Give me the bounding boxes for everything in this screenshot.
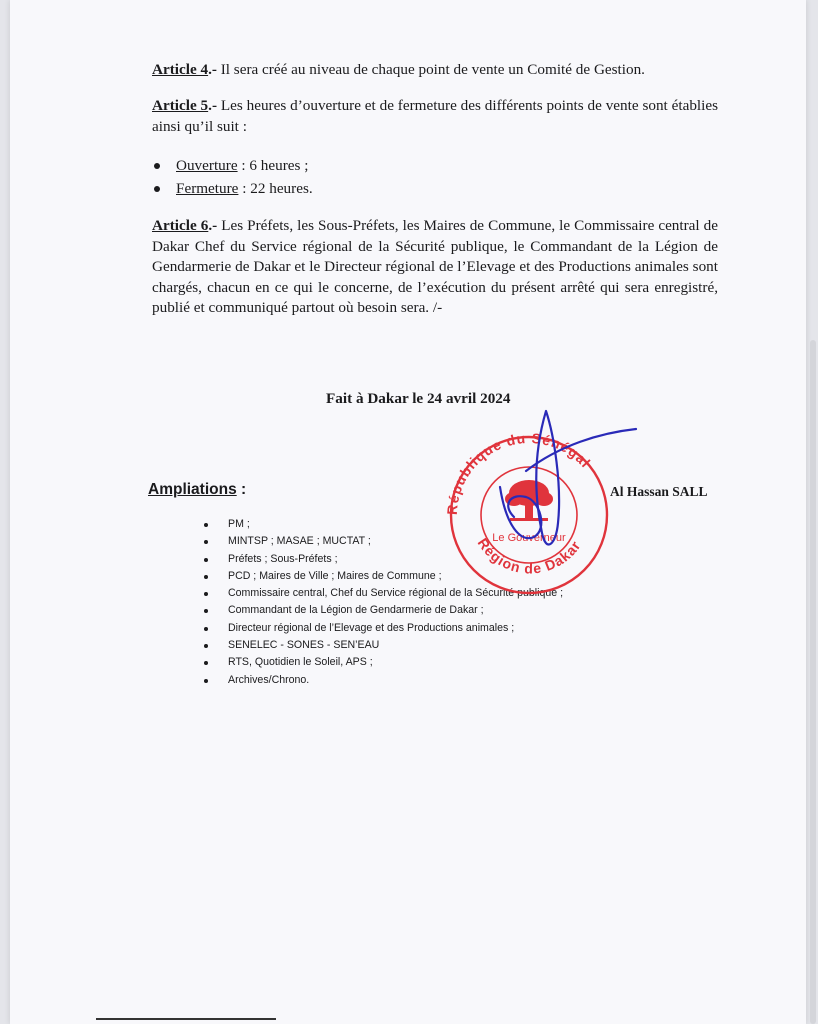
hours-list	[152, 154, 313, 200]
ampliations-title	[148, 481, 246, 499]
article-6-heading-tail: .-	[208, 217, 218, 234]
list-item: RTS, Quotidien le Soleil, APS ;	[200, 654, 563, 671]
signer-name: Al Hassan SALL	[610, 484, 708, 499]
list-item	[152, 154, 313, 177]
list-item: MINTSP ; MASAE ; MUCTAT ;	[200, 533, 563, 550]
article-4	[152, 60, 718, 81]
stamp-outer-textpath: République du Sénégal	[443, 429, 595, 516]
place-date: Fait à Dakar le 24 avril 2024	[326, 390, 511, 407]
official-stamp-icon	[430, 405, 650, 605]
article-4-heading-tail: .-	[208, 61, 217, 78]
list-item	[152, 177, 313, 200]
article-4-heading: Article 4	[152, 61, 209, 78]
article-6	[152, 216, 718, 319]
opening-value: : 6 heures ;	[237, 157, 309, 174]
opening-label: Ouverture	[176, 157, 238, 174]
ampliations-title-text: Ampliations	[148, 481, 237, 498]
article-6-text: Les Préfets, les Sous-Préfets, les Maires de Commune, le Commissaire central de Dakar Chef du Service régional de la Sécurité publique, le Commandant de la Légion de Gendarmerie de Dakar et le Directeur régional de l’Elevage et des Productions animales sont chargés, chacun en ce qui le concerne, de l’exécution du présent arrêté qui sera enregistré, publié et communiqué partout où besoin sera. /-	[152, 217, 719, 317]
article-5-heading-tail: .-	[208, 97, 217, 114]
list-item: PCD ; Maires de Ville ; Maires de Commune ;	[200, 568, 563, 585]
list-item: Préfets ; Sous-Préfets ;	[200, 551, 563, 568]
list-item: PM ;	[200, 516, 563, 533]
footer-divider	[96, 1018, 276, 1020]
list-item: SENELEC - SONES - SEN’EAU	[200, 637, 563, 654]
document-page	[10, 0, 806, 1024]
stamp-bottom-textpath: Région de Dakar	[474, 535, 584, 577]
list-item: Commandant de la Légion de Gendarmerie de Dakar ;	[200, 602, 563, 619]
list-item: Archives/Chrono.	[200, 672, 563, 689]
list-item: Commissaire central, Chef du Service régional de la Sécurité publique ;	[200, 585, 563, 602]
article-5-text: Les heures d’ouverture et de fermeture des différents points de vente sont établies ainsi qu’il suit :	[152, 97, 719, 135]
ampliations-title-suffix: :	[236, 481, 247, 498]
list-item: Directeur régional de l’Elevage et des Productions animales ;	[200, 620, 563, 637]
stamp-inner-text: Le Gouverneur	[492, 532, 566, 544]
closing-value: : 22 heures.	[238, 180, 313, 197]
article-5-heading: Article 5	[152, 97, 209, 114]
article-4-text: Il sera créé au niveau de chaque point de vente un Comité de Gestion.	[216, 61, 645, 78]
closing-label: Fermeture	[176, 180, 239, 197]
scrollbar[interactable]	[810, 340, 816, 1024]
article-6-heading: Article 6	[152, 217, 209, 234]
article-5	[152, 96, 718, 137]
